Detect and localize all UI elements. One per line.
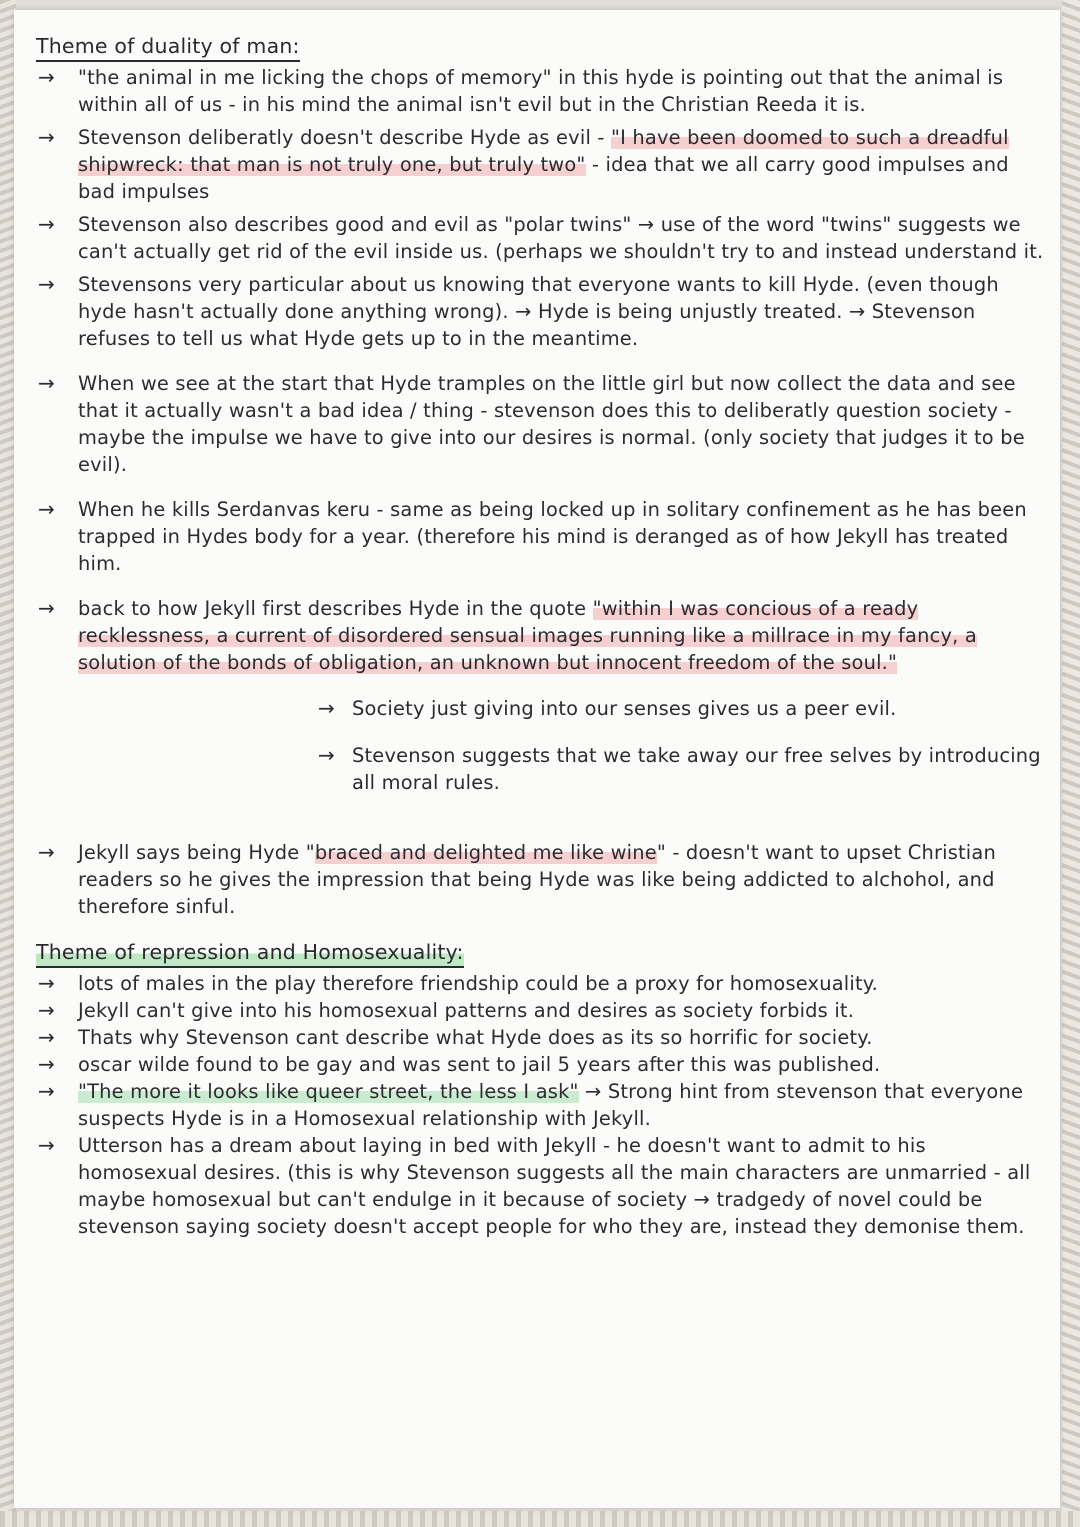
note-text: in this hyde is pointing out that the animal is within all of us - in his mind the animal isn't evil but in the Christian Reeda it is. [78,66,1004,116]
note-text: Stevenson also describes good and evil as "polar twins" → use of the word "twins" suggests we can't actually get rid of the evil inside us. (perhaps we shouldn't try to and instead understand it. [78,213,1044,263]
note-text: Jekyll can't give into his homosexual patterns and desires as society forbids it. [78,999,855,1023]
arrow-icon: → [38,497,55,521]
note-item [36,370,1046,478]
note-text: When he kills Serdanvas keru - same as being locked up in solitary confinement as he has been trapped in Hydes body for a year. (therefore his mind is deranged as of how Jekyll has treated him. [78,498,1027,575]
note-item [36,124,1046,205]
note-text: back to how Jekyll first describes Hyde in the quote [78,597,593,620]
note-text: Thats why Stevenson cant describe what Hyde does as its so horrific for society. [78,1026,873,1050]
arrow-icon: → [38,971,55,996]
note-item [36,839,1046,920]
sub-note [36,695,1046,722]
arrow-icon: → [38,840,55,865]
arrow-icon: → [38,371,55,395]
arrow-icon: → [38,1079,55,1104]
arrow-icon: → [318,742,335,767]
note-text: oscar wilde found to be gay and was sent to jail 5 years after this was published. [78,1053,881,1077]
arrow-icon: → [38,1133,55,1158]
note-text: Jekyll says being Hyde " [78,841,315,865]
highlighted-quote: "within I was concious of a ready recklessness, a current of disordered sensual images running like a millrace in my fancy, a solution of the bonds of obligation, an unknown but innocent freedom of the soul." [78,597,977,674]
highlighted-quote: braced and delighted me like wine [314,841,657,865]
note-text: Stevenson deliberatly doesn't describe Hyde as evil - [78,126,611,149]
arrow-icon: → [38,212,55,236]
arrow-icon: → [38,1025,55,1050]
note-item [36,997,1046,1024]
arrow-icon: → [38,596,55,620]
note-text: Utterson has a dream about laying in bed with Jekyll - he doesn't want to admit to his homosexual desires. (this is why Stevenson suggests all the main characters are unmarried - all maybe homosexual but can't endulge in it because of society → tradgedy of novel could be stevenson saying society doesn't accept people for who they are, instead they demonise them. [78,1134,1031,1239]
note-item [36,970,1046,997]
quote-text: "the animal in me licking the chops of memory" [78,66,552,89]
note-item [36,1078,1046,1132]
section-heading-repression: Theme of repression and Homosexuality: [36,938,464,968]
note-text: When we see at the start that Hyde tramples on the little girl but now collect the data and see that it actually wasn't a bad idea / thing - stevenson does this to deliberatly question society - maybe the impulse we have to give into our desires is normal. (only society that judges it to be evil). [78,372,1025,476]
note-item [36,271,1046,352]
note-item [36,1024,1046,1051]
highlighted-quote: "The more it looks like queer street, the less I ask" [78,1080,579,1104]
note-text: Stevensons very particular about us knowing that everyone wants to kill Hyde. (even though hyde hasn't actually done anything wrong). → Hyde is being unjustly treated. → Stevenson refuses to tell us what Hyde gets up to in the meantime. [78,273,999,350]
sub-note [36,742,1046,796]
arrow-icon: → [38,1052,55,1077]
arrow-icon: → [38,998,55,1023]
section-heading-duality: Theme of duality of man: [36,32,300,62]
note-text: - idea that we all carry good impulses and bad impulses [78,153,1009,203]
note-item [36,1132,1046,1240]
bottom-pattern-edge [0,1511,1080,1527]
arrow-icon: → [38,272,55,296]
note-text: → Strong hint from stevenson that everyone suspects Hyde is in a Homosexual relationship with Jekyll. [78,1080,1024,1131]
arrow-icon: → [38,125,55,149]
note-text: lots of males in the play therefore friendship could be a proxy for homosexuality. [78,972,879,996]
note-item [36,211,1046,265]
note-item [36,595,1046,676]
right-pattern-edge [1062,0,1080,1527]
note-text: Stevenson suggests that we take away our free selves by introducing all moral rules. [352,743,1041,794]
arrow-icon: → [318,696,335,721]
note-paper [14,10,1060,1508]
notes-content [36,32,1046,1240]
note-item [36,1051,1046,1078]
note-item [36,64,1046,118]
highlighted-quote: "I have been doomed to such a dreadful shipwreck: that man is not truly one, but truly two" [78,126,1009,176]
note-text: Society just giving into our senses gives us a peer evil. [352,697,897,721]
note-text: " - doesn't want to upset Christian readers so he gives the impression that being Hyde was like being addicted to alchohol, and therefore sinful. [78,841,996,919]
arrow-icon: → [38,65,55,89]
note-item [36,496,1046,577]
